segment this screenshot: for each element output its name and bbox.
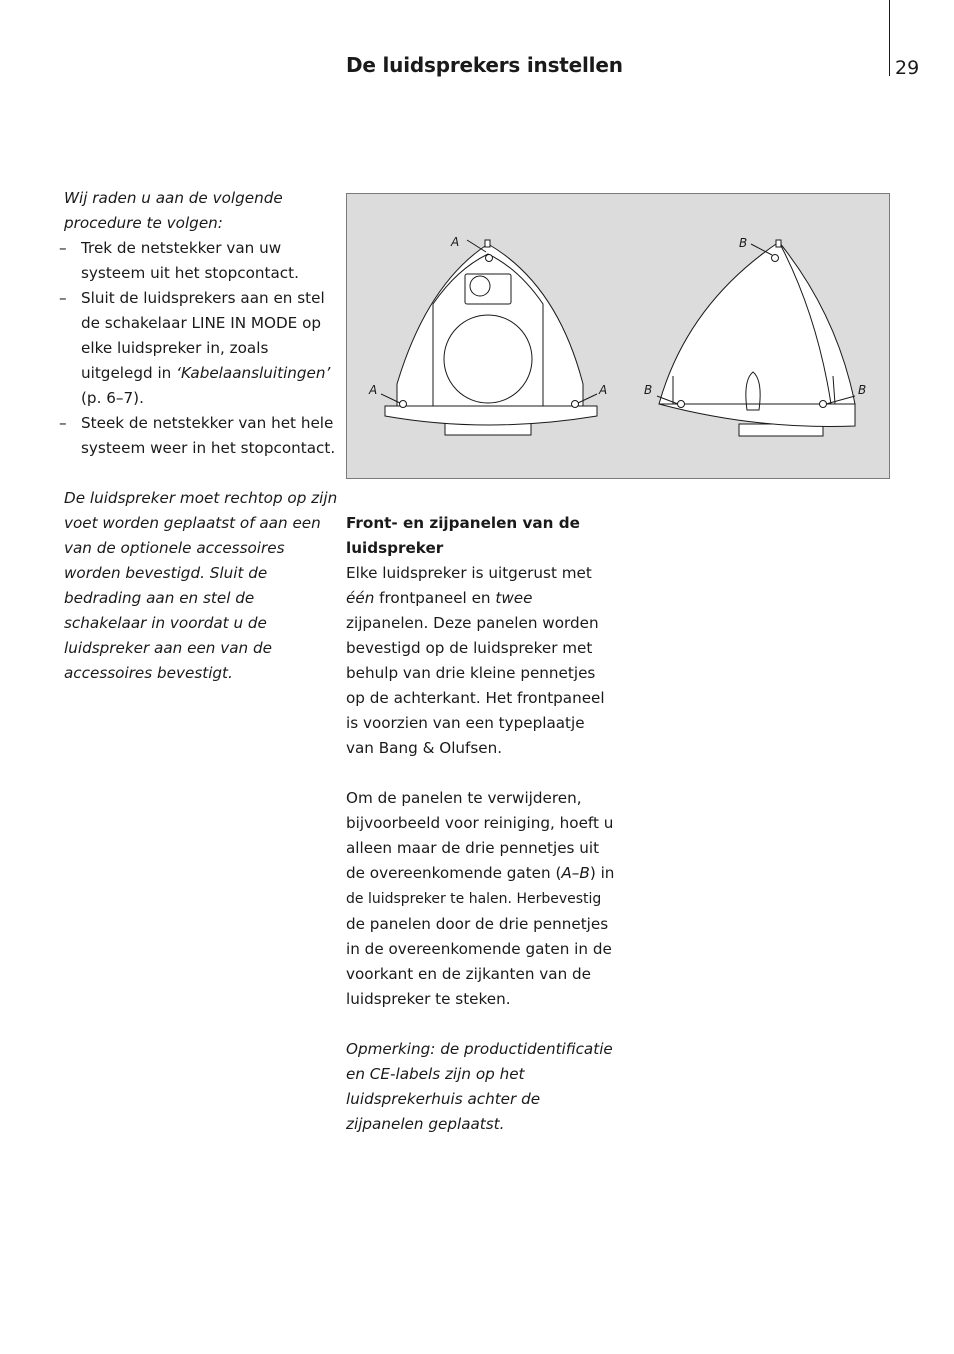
side-top-hole [772, 255, 779, 262]
side-label-top: B [739, 236, 748, 250]
step-2-page-ref: (p. 6–7). [81, 389, 144, 407]
removal-text-3: de panelen door de drie pennetjes in de overeenkomende gaten in de voorkant en de zijkanten van de luidspreker te steken. [346, 915, 612, 1008]
front-top-hole [486, 255, 493, 262]
panels-text-3: zijpanelen. Deze panelen worden bevestigd op de luidspreker met behulp van drie kleine pennetjes op de achterkant. Het frontpaneel is voorzien van een typeplaatje van Bang & Olufsen. [346, 614, 605, 757]
front-view [381, 240, 597, 435]
procedure-intro: Wij raden u aan de volgende procedure te volgen: [64, 189, 283, 232]
side-label-right: B [858, 383, 867, 397]
panels-heading: Front- en zijpanelen van de luidspreker [346, 514, 580, 557]
front-tweeter [470, 276, 490, 296]
speaker-illustration [347, 194, 889, 478]
left-column [64, 186, 339, 686]
placement-note: De luidspreker moet rechtop op zijn voet worden geplaatst of aan een van de optionele accessoires worden bevestigd. Sluit de bedrading aan en stel de schakelaar in voordat u de luidspreker aan een van de accessoires bevestigt. [64, 489, 338, 682]
front-right-hole [572, 401, 579, 408]
speaker-panels-figure [346, 193, 890, 479]
middle-column [346, 511, 616, 1137]
side-base [659, 404, 855, 427]
side-panel-outline [659, 242, 855, 404]
side-label-left: B [644, 383, 653, 397]
side-left-hole [678, 401, 685, 408]
cable-connections-reference: ‘Kabelaansluitingen’ [176, 364, 331, 382]
step-1: – Trek de netstekker van uw systeem uit het stopcontact. [64, 236, 339, 286]
step-3: – Steek de netstekker van het hele systeem weer in het stopcontact. [64, 411, 339, 461]
step-2-text: Sluit de luidsprekers aan en stel de schakelaar LINE IN MODE op elke luidspreker in, zoals uitgelegd in [81, 289, 325, 382]
page-rule [889, 0, 890, 76]
removal-text-small: de luidspreker te halen. Herbevestig [346, 891, 602, 907]
front-top-leader [467, 240, 486, 252]
side-top-tab [776, 240, 781, 247]
side-view [657, 240, 855, 436]
front-base [385, 406, 597, 425]
removal-text-1: Om de panelen te verwijderen, bijvoorbeeld voor reiniging, hoeft u alleen maar de drie pennetjes uit de overeenkomende gaten ( [346, 789, 614, 882]
panels-emphasis-one: één [346, 589, 375, 607]
front-label-left: A [369, 383, 378, 397]
removal-instructions [346, 786, 616, 1012]
page-title: De luidsprekers instellen [346, 53, 623, 77]
step-2 [64, 286, 339, 411]
front-top-tab [485, 240, 490, 247]
front-left-hole [400, 401, 407, 408]
panels-description [346, 561, 616, 761]
removal-hole-reference: A–B [561, 864, 590, 882]
panels-text-1: Elke luidspreker is uitgerust met [346, 564, 592, 582]
removal-text-2: ) in [589, 864, 615, 882]
remark-note: Opmerking: de productidentificatie en CE-labels zijn op het luidsprekerhuis achter de zijpanelen geplaatst. [346, 1040, 613, 1133]
procedure-steps [64, 236, 339, 461]
front-label-right: A [599, 383, 608, 397]
front-label-top: A [451, 235, 460, 249]
panels-emphasis-two: twee [495, 589, 533, 607]
side-right-hole [820, 401, 827, 408]
page-number: 29 [895, 57, 920, 79]
panels-text-2: frontpaneel en [374, 589, 496, 607]
front-woofer [444, 315, 532, 403]
